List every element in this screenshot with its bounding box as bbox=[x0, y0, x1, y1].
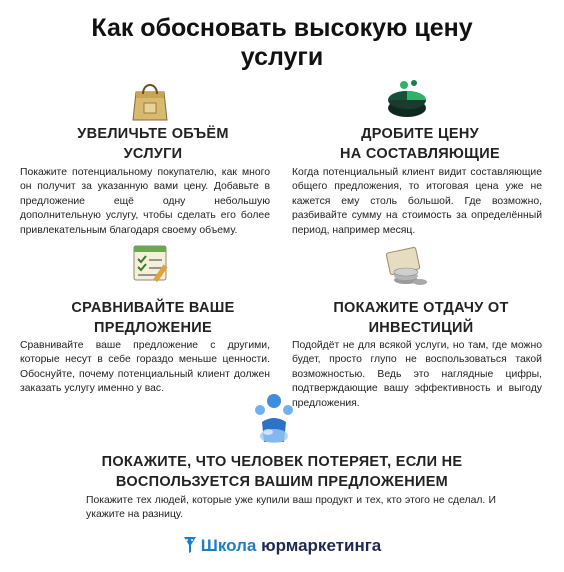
section-heading-volume: УВЕЛИЧЬТЕ ОБЪЁМ УСЛУГИ bbox=[77, 126, 229, 162]
shopping-bag-icon bbox=[128, 78, 172, 122]
section-heading-loss: ПОКАЖИТЕ, ЧТО ЧЕЛОВЕК ПОТЕРЯЕТ, ЕСЛИ НЕ ВОСПОЛЬЗУЕТСЯ ВАШИМ ПРЕДЛОЖЕНИЕМ bbox=[101, 454, 463, 490]
brand-word-2: юрмаркетинга bbox=[261, 536, 382, 555]
section-text-loss: Покажите тех людей, которые уже купили ваш продукт и тех, кто этого не сделал. И укажите на разницу. bbox=[86, 495, 496, 521]
title-line-1: Как обосновать высокую цену bbox=[91, 14, 473, 42]
funnel-icon bbox=[183, 536, 197, 554]
brand-word-1: Школа bbox=[200, 536, 257, 555]
pie-chart-icon bbox=[384, 76, 430, 122]
scroll-coins-icon bbox=[380, 244, 430, 288]
section-text-volume: Покажите потенциальному покупателю, как много он получит за указанную вами цену. Добавьте в предложение ещё одну небольшую дополнительную услугу, чтобы сделать его более привлекательным благодаря своему объему. bbox=[20, 167, 270, 236]
section-heading-compare: СРАВНИВАЙТЕ ВАШЕ ПРЕДЛОЖЕНИЕ bbox=[71, 300, 235, 336]
brand-logo bbox=[0, 536, 564, 556]
section-text-compare: Сравнивайте ваше предложение с другими, которые несут в себе гораздо меньше ценности. Обоснуйте, почему потенциальный клиент должен заказать услугу именно у вас. bbox=[20, 340, 270, 395]
section-heading-split: ДРОБИТЕ ЦЕНУ НА СОСТАВЛЯЮЩИЕ bbox=[340, 126, 500, 162]
section-text-roi: Подойдёт не для всякой услуги, но там, где можно будет, просто глупо не воспользоваться такой возможностью. Ведь это наглядные цифры, подтверждающие вашу эффективность и выгоду предложения. bbox=[292, 340, 542, 409]
page-title bbox=[0, 14, 564, 72]
checklist-icon bbox=[128, 244, 172, 284]
section-heading-roi: ПОКАЖИТЕ ОТДАЧУ ОТ ИНВЕСТИЦИЙ bbox=[333, 300, 509, 336]
title-line-2: услуги bbox=[240, 43, 324, 71]
section-text-split: Когда потенциальный клиент видит составляющие общего предложения, то итоговая цена уже не кажется ему столь большой. Где возможно, разбивайте сумму на стоимость за определённый период, например месяц. bbox=[292, 167, 542, 236]
people-icon bbox=[250, 392, 298, 446]
